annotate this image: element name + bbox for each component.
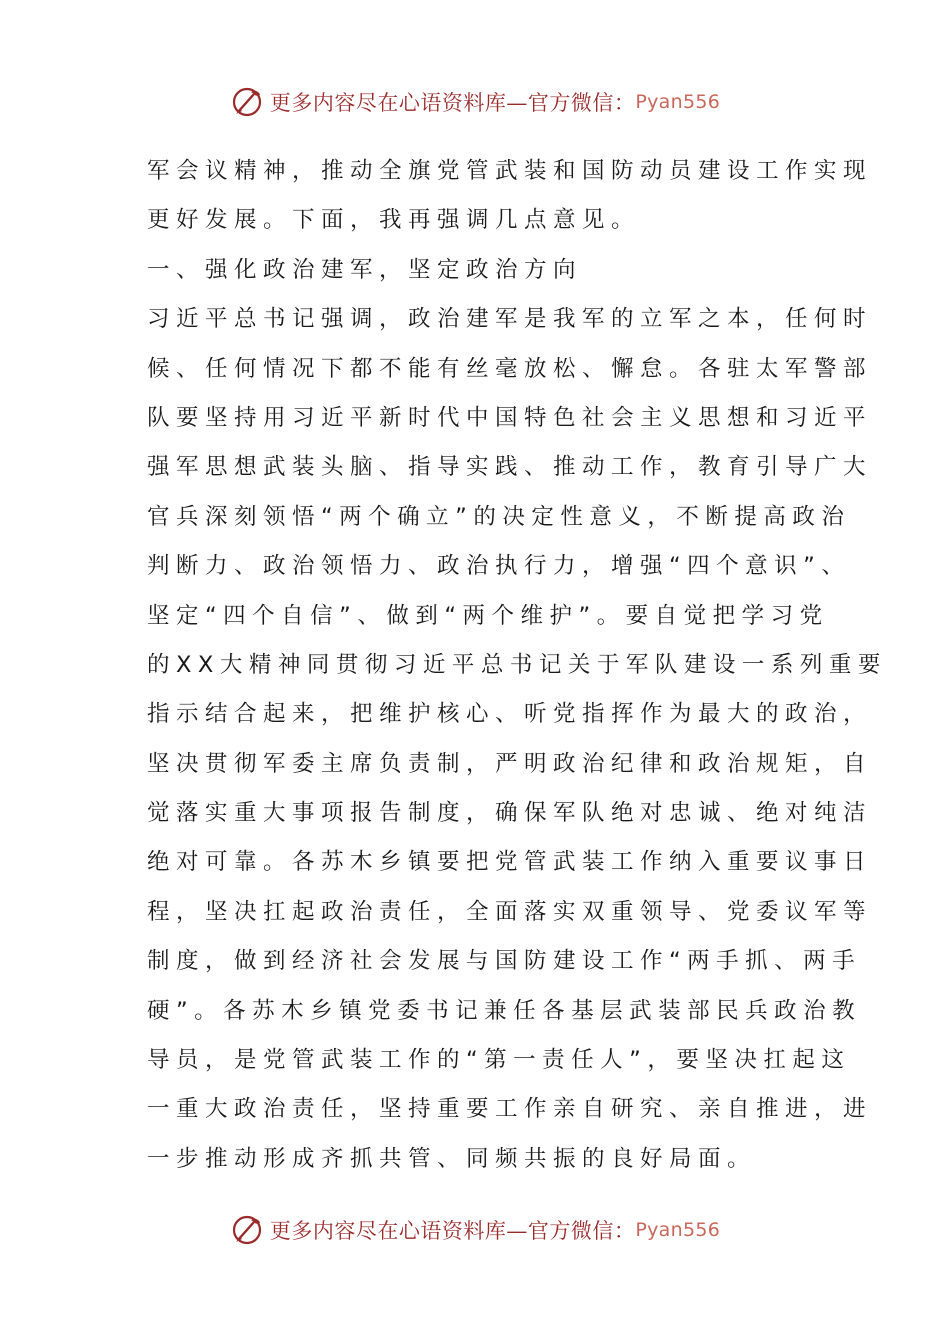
body-line: 官兵深刻领悟“两个确立”的决定性意义，不断提高政治 [147, 503, 851, 530]
body-line: 坚定“四个自信”、做到“两个维护”。要自觉把学习党 [147, 602, 829, 629]
body-line: 一重大政治责任，坚持重要工作亲自研究、亲自推进，进 [147, 1096, 873, 1123]
section-heading: 一、强化政治建军，坚定政治方向 [147, 256, 583, 283]
body-line: 绝对可靠。各苏木乡镇要把党管武装工作纳入重要议事日 [147, 849, 873, 876]
watermark-contact: Pyan556 [635, 1219, 721, 1241]
pen-logo-icon [230, 1213, 264, 1247]
body-line: 指示结合起来，把维护核心、听党指挥作为最大的政治， [147, 701, 873, 728]
pen-logo-icon [230, 85, 264, 119]
watermark-text: 更多内容尽在心语资料库—官方微信： [269, 91, 636, 115]
body-line: 导员，是党管武装工作的“第一责任人”，要坚决扛起这 [147, 1047, 851, 1074]
body-line: 程，坚决扛起政治责任，全面落实双重领导、党委议军等 [147, 898, 873, 925]
body-line: 军会议精神，推动全旗党管武装和国防动员建设工作实现 [147, 158, 873, 184]
watermark-contact: Pyan556 [635, 91, 721, 113]
body-line: 习近平总书记强调，政治建军是我军的立军之本，任何时 [147, 306, 873, 333]
body-line: 觉落实重大事项报告制度，确保军队绝对忠诚、绝对纯洁 [147, 800, 873, 827]
footer-watermark [0, 1208, 950, 1252]
watermark-text: 更多内容尽在心语资料库—官方微信： [269, 1219, 636, 1243]
body-line: 硬”。各苏木乡镇党委书记兼任各基层武装部民兵政治教 [147, 997, 862, 1024]
body-line: 一步推动形成齐抓共管、同频共振的良好局面。 [147, 1145, 757, 1172]
body-line: 坚决贯彻军委主席负责制，严明政治纪律和政治规矩，自 [147, 750, 873, 777]
body-line: 制度，做到经济社会发展与国防建设工作“两手抓、两手 [147, 948, 862, 975]
document-body [147, 147, 887, 1184]
header-watermark [0, 80, 950, 124]
body-line: 强军思想武装头脑、指导实践、推动工作，教育引导广大 [147, 454, 873, 481]
body-line: 的XX大精神同贯彻习近平总书记关于军队建设一系列重要 [147, 651, 887, 678]
body-line: 判断力、政治领悟力、政治执行力，增强“四个意识”、 [147, 553, 851, 580]
body-line: 队要坚持用习近平新时代中国特色社会主义思想和习近平 [147, 404, 873, 431]
body-line: 候、任何情况下都不能有丝毫放松、懈怠。各驻太军警部 [147, 355, 873, 382]
body-line: 更好发展。下面，我再强调几点意见。 [147, 207, 641, 234]
